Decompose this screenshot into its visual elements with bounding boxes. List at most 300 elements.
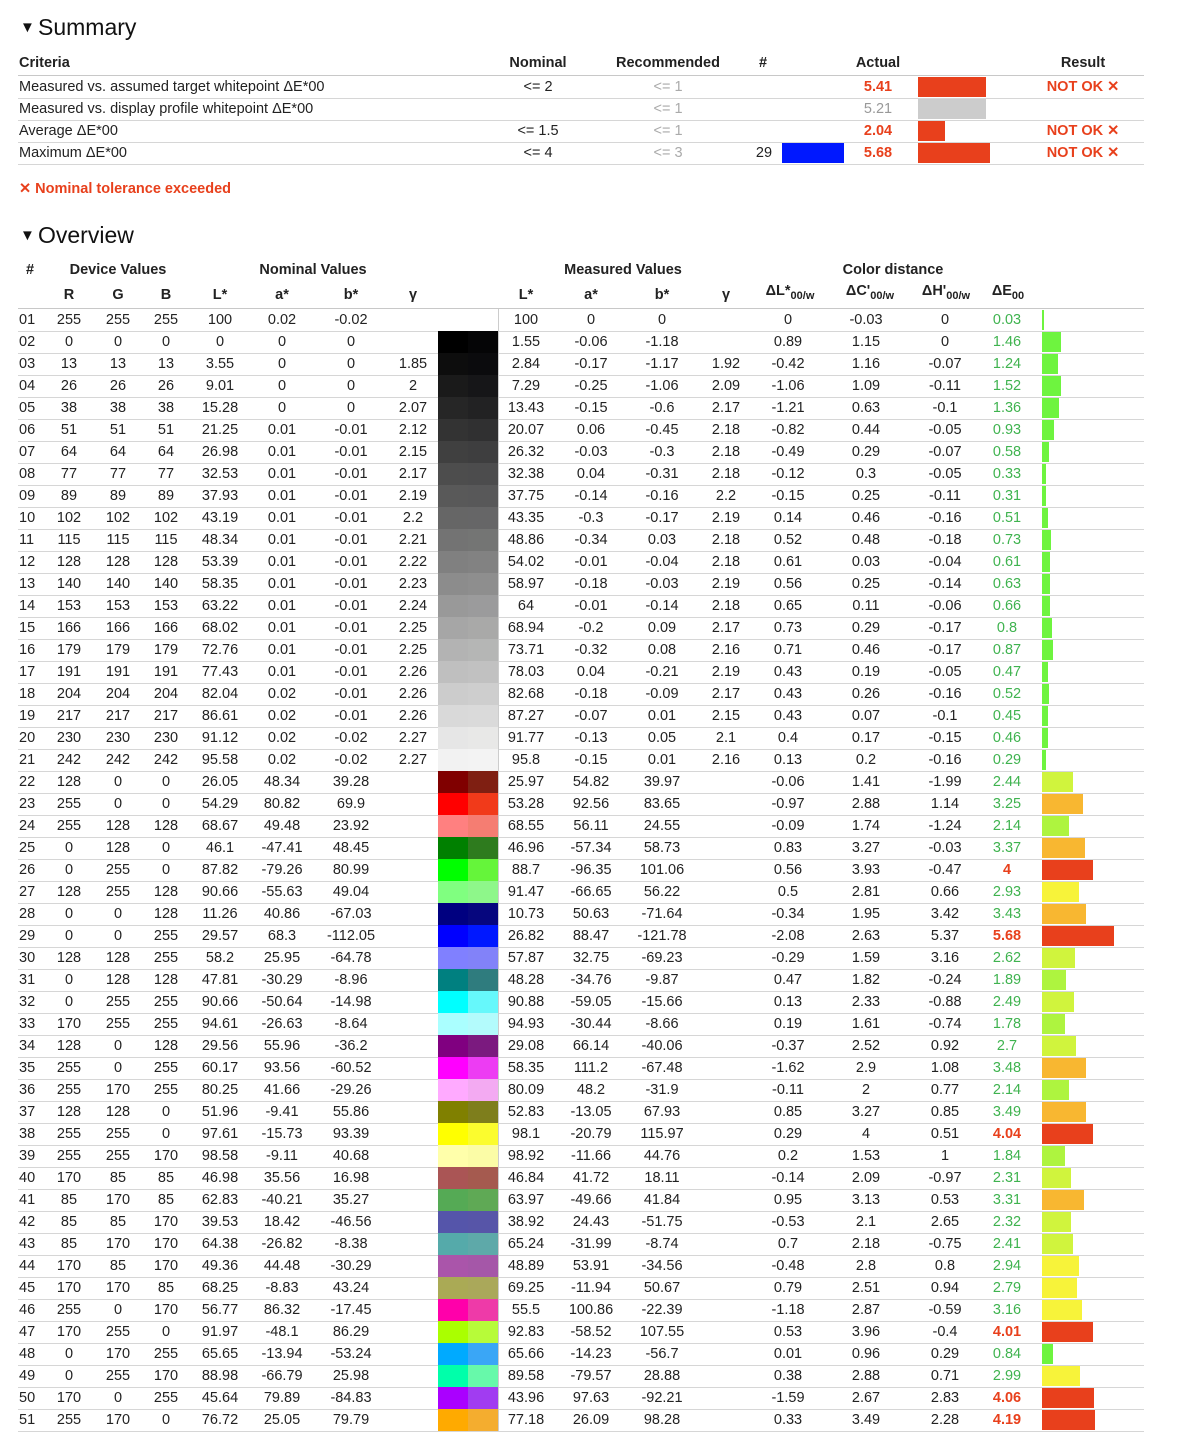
color-swatch	[438, 903, 498, 925]
patch-number: 26	[19, 862, 36, 878]
result-value: NOT OK ✕	[1046, 145, 1120, 161]
nominal-swatch	[438, 1233, 468, 1255]
measured-swatch	[468, 925, 498, 947]
delta-l: -0.14	[771, 1170, 805, 1186]
patch-number: 41	[19, 1192, 36, 1208]
device-g: 170	[105, 1236, 131, 1252]
measured-a: -66.65	[570, 884, 612, 900]
device-b: 230	[153, 730, 179, 746]
measured-gamma: 2.19	[711, 510, 741, 526]
overview-title: Overview	[38, 222, 134, 248]
measured-swatch	[468, 573, 498, 595]
measured-b: -40.06	[641, 1038, 683, 1054]
delta-e-bar	[1042, 1256, 1079, 1276]
measured-swatch	[468, 903, 498, 925]
nominal-l: 46.1	[205, 840, 235, 856]
patch-number: 30	[19, 950, 36, 966]
delta-h: -0.03	[928, 840, 962, 856]
measured-gamma	[704, 859, 748, 881]
nominal-b: 0	[346, 378, 356, 394]
measured-l: 43.96	[507, 1390, 545, 1406]
measured-a: 53.91	[572, 1258, 610, 1274]
delta-l: 0.52	[773, 532, 803, 548]
nominal-swatch	[438, 353, 468, 375]
nominal-b: -0.01	[334, 708, 368, 724]
overview-row	[18, 903, 1144, 926]
swatch-divider	[498, 529, 499, 551]
delta-c-header: $\Delta C'_{00/w}$	[845, 283, 895, 302]
nominal-gamma	[393, 1035, 433, 1057]
recommended-value: <= 1	[653, 101, 683, 117]
nominal-a: 0.01	[267, 466, 297, 482]
nominal-b: -0.01	[334, 422, 368, 438]
delta-c: 2.09	[851, 1170, 881, 1186]
device-b: 170	[153, 1368, 179, 1384]
swatch-divider	[498, 727, 499, 749]
nominal-a: 0	[277, 356, 287, 372]
measured-b: -0.03	[645, 576, 679, 592]
overview-row	[18, 397, 1144, 420]
result-value: NOT OK ✕	[1046, 123, 1120, 139]
measured-l: 48.28	[507, 972, 545, 988]
delta-c: 1.59	[851, 950, 881, 966]
overview-row	[18, 1057, 1144, 1080]
delta-c: 1.41	[851, 774, 881, 790]
color-swatch	[438, 1101, 498, 1123]
measured-swatch	[468, 1255, 498, 1277]
delta-e-bar	[1042, 1344, 1053, 1364]
nominal-b: -67.03	[330, 906, 372, 922]
num-header: #	[758, 55, 768, 71]
delta-c: 1.53	[851, 1148, 881, 1164]
measured-swatch	[468, 1365, 498, 1387]
patch-number: 27	[19, 884, 36, 900]
delta-e-bar	[1042, 552, 1050, 572]
delta-e-bar	[1042, 1080, 1069, 1100]
delta-e: 4	[1002, 862, 1012, 878]
measured-b: 107.55	[639, 1324, 685, 1340]
measured-b: -121.78	[637, 928, 687, 944]
measured-a: 111.2	[573, 1060, 609, 1076]
summary-heading[interactable]	[20, 14, 136, 41]
delta-l: 0.14	[773, 510, 803, 526]
nominal-l: 58.2	[205, 950, 235, 966]
measured-gamma: 2.2	[715, 488, 737, 504]
measured-a: -0.15	[574, 752, 608, 768]
delta-e-bar	[1042, 926, 1114, 946]
measured-swatch	[468, 507, 498, 529]
swatch-divider	[498, 485, 499, 507]
measured-l: 46.96	[507, 840, 545, 856]
patch-number: 51	[19, 1412, 36, 1428]
measured-a: 26.09	[572, 1412, 610, 1428]
nominal-l: 76.72	[201, 1412, 239, 1428]
measured-swatch	[468, 1321, 498, 1343]
device-r: 170	[56, 1016, 82, 1032]
nominal-swatch	[438, 1189, 468, 1211]
delta-c: 2.63	[851, 928, 881, 944]
measured-gamma	[704, 1101, 748, 1123]
delta-h: 0.71	[930, 1368, 960, 1384]
nominal-a: 0	[277, 378, 287, 394]
nominal-a: 18.42	[263, 1214, 301, 1230]
measured-l: 53.28	[507, 796, 545, 812]
measured-a: -0.34	[574, 532, 608, 548]
measured-gamma: 2.18	[711, 598, 741, 614]
nominal-swatch	[438, 1211, 468, 1233]
color-swatch	[438, 617, 498, 639]
recommended-value: <= 1	[653, 123, 683, 139]
color-swatch	[438, 727, 498, 749]
patch-number: 33	[19, 1016, 36, 1032]
delta-e-bar	[1042, 684, 1049, 704]
nominal-b: 35.27	[332, 1192, 370, 1208]
measured-b: -34.56	[641, 1258, 683, 1274]
delta-e-bar	[1042, 662, 1048, 682]
delta-c: 1.09	[851, 378, 881, 394]
delta-h: 0.94	[930, 1280, 960, 1296]
measured-swatch	[468, 397, 498, 419]
color-swatch	[438, 1167, 498, 1189]
patch-number: 16	[19, 642, 36, 658]
swatch-divider	[498, 859, 499, 881]
delta-h: -0.17	[928, 642, 962, 658]
swatch-divider	[498, 1255, 499, 1277]
device-g: 115	[106, 532, 130, 548]
measured-l: 43.35	[507, 510, 545, 526]
nominal-gamma	[393, 1343, 433, 1365]
delta-l: -0.29	[771, 950, 805, 966]
swatch-divider	[498, 1211, 499, 1233]
measured-l: 80.09	[507, 1082, 545, 1098]
delta-e-bar	[1042, 618, 1052, 638]
delta-c: 1.15	[851, 334, 881, 350]
nominal-values-header: Nominal Values	[259, 262, 367, 278]
measured-l: 58.97	[507, 576, 545, 592]
patch-number: 42	[19, 1214, 36, 1230]
patch-number: 02	[19, 334, 36, 350]
collapse-triangle-icon[interactable]: ▼	[20, 19, 35, 36]
nominal-gamma: 2.24	[398, 598, 428, 614]
device-g: 0	[113, 796, 123, 812]
measured-l: 54.02	[507, 554, 545, 570]
measured-swatch	[468, 1233, 498, 1255]
nominal-swatch	[438, 639, 468, 661]
nominal-l: 88.98	[201, 1368, 239, 1384]
delta-h: -0.24	[928, 972, 962, 988]
delta-h: -0.16	[928, 510, 962, 526]
summary-row	[18, 120, 1144, 143]
device-g: 85	[109, 1258, 127, 1274]
delta-c: 2.81	[851, 884, 881, 900]
device-r: 0	[64, 334, 74, 350]
device-b: 64	[157, 444, 175, 460]
nominal-a: 80.82	[263, 796, 301, 812]
swatch-divider	[498, 331, 499, 353]
color-swatch	[438, 1277, 498, 1299]
nominal-gamma: 2.27	[398, 730, 428, 746]
device-b: 153	[153, 598, 179, 614]
summary-title: Summary	[38, 14, 137, 40]
swatch-divider	[498, 309, 499, 331]
patch-number: 37	[19, 1104, 36, 1120]
measured-swatch	[468, 1035, 498, 1057]
nominal-a: 0.01	[267, 620, 297, 636]
measured-gamma-header: γ	[721, 287, 731, 303]
measured-l: 87.27	[507, 708, 545, 724]
delta-e-bar	[1042, 750, 1046, 770]
measured-l: 77.18	[507, 1412, 545, 1428]
delta-l: 0.56	[773, 576, 803, 592]
measured-gamma: 2.17	[711, 400, 741, 416]
delta-c: 2.33	[851, 994, 881, 1010]
measured-b: 0.08	[647, 642, 677, 658]
measured-gamma: 2.17	[711, 620, 741, 636]
nominal-l: 39.53	[201, 1214, 239, 1230]
nominal-b: 16.98	[332, 1170, 370, 1186]
nominal-swatch	[438, 815, 468, 837]
overview-row	[18, 1277, 1144, 1300]
overview-heading[interactable]	[20, 222, 134, 249]
patch-number: 35	[19, 1060, 36, 1076]
measured-a: -31.99	[570, 1236, 612, 1252]
delta-e-bar	[1042, 354, 1058, 374]
nominal-l: 53.39	[201, 554, 239, 570]
measured-l: 32.38	[507, 466, 545, 482]
device-b: 255	[153, 1060, 179, 1076]
measured-a: 32.75	[572, 950, 610, 966]
nominal-b: -64.78	[330, 950, 372, 966]
delta-l: 0.43	[773, 686, 803, 702]
patch-number: 05	[19, 400, 36, 416]
measured-b: 18.11	[644, 1170, 680, 1186]
nominal-a: -40.21	[261, 1192, 303, 1208]
measured-b: -56.7	[645, 1346, 679, 1362]
nominal-swatch	[438, 1013, 468, 1035]
delta-c: 3.27	[851, 840, 881, 856]
nominal-l: 43.19	[201, 510, 239, 526]
measured-l: 2.84	[511, 356, 541, 372]
result-header: Result	[1060, 55, 1106, 71]
delta-h: 0.8	[934, 1258, 956, 1274]
num-value	[753, 120, 775, 142]
nominal-b: -0.01	[334, 686, 368, 702]
nominal-l: 45.64	[201, 1390, 239, 1406]
nominal-b: -8.64	[334, 1016, 368, 1032]
color-swatch	[438, 353, 498, 375]
delta-h: -1.99	[928, 774, 962, 790]
delta-l: -1.59	[771, 1390, 805, 1406]
device-b: 170	[153, 1258, 179, 1274]
nominal-b: 23.92	[332, 818, 370, 834]
nominal-l: 72.76	[201, 642, 239, 658]
color-swatch	[438, 1387, 498, 1409]
device-g: 191	[105, 664, 131, 680]
delta-l: -1.06	[771, 378, 805, 394]
delta-l: 0.53	[773, 1324, 803, 1340]
delta-h: 5.37	[930, 928, 960, 944]
nominal-a: 41.66	[263, 1082, 301, 1098]
patch-number: 18	[19, 686, 36, 702]
delta-h: 3.42	[930, 906, 960, 922]
num-value	[753, 76, 775, 98]
num-col-header: #	[26, 262, 35, 278]
delta-h: -0.07	[928, 356, 962, 372]
color-swatch	[438, 749, 498, 771]
measured-swatch	[468, 1145, 498, 1167]
measured-swatch	[468, 991, 498, 1013]
device-b: 13	[157, 356, 175, 372]
swatch-divider	[498, 881, 499, 903]
device-r: 255	[56, 1412, 82, 1428]
nominal-a: 0.01	[267, 422, 297, 438]
device-g: 128	[105, 554, 131, 570]
measured-gamma	[704, 1189, 748, 1211]
delta-e-bar	[1042, 1124, 1093, 1144]
patch-number: 07	[19, 444, 36, 460]
measured-gamma	[704, 1321, 748, 1343]
device-g: 170	[105, 1192, 131, 1208]
delta-h: -0.05	[928, 466, 962, 482]
nominal-gamma: 2.15	[398, 444, 428, 460]
measured-b: -92.21	[641, 1390, 683, 1406]
delta-e: 2.79	[992, 1280, 1022, 1296]
delta-e: 3.31	[992, 1192, 1022, 1208]
measured-b: -0.45	[645, 422, 679, 438]
nominal-gamma	[393, 903, 433, 925]
measured-a: -11.66	[570, 1148, 612, 1164]
device-r: 255	[56, 1060, 82, 1076]
delta-e: 0.45	[992, 708, 1022, 724]
measured-l: 95.8	[511, 752, 541, 768]
nominal-l: 56.77	[201, 1302, 239, 1318]
swatch-divider	[498, 375, 499, 397]
nominal-l: 65.65	[201, 1346, 239, 1362]
overview-row	[18, 529, 1144, 552]
device-g: 255	[105, 994, 131, 1010]
nominal-b: 25.98	[332, 1368, 370, 1384]
device-b: 191	[153, 664, 179, 680]
measured-l: 65.24	[507, 1236, 545, 1252]
nominal-swatch	[438, 1079, 468, 1101]
measured-l: 25.97	[507, 774, 545, 790]
nominal-gamma	[393, 991, 433, 1013]
measured-b: 39.97	[643, 774, 681, 790]
nominal-l: 68.67	[201, 818, 239, 834]
nominal-b: 0	[346, 356, 356, 372]
actual-bar	[918, 77, 986, 97]
measured-a: -0.18	[574, 686, 608, 702]
device-b: 255	[153, 928, 179, 944]
delta-c: 1.74	[851, 818, 881, 834]
nominal-gamma	[393, 881, 433, 903]
measured-gamma: 2.16	[711, 752, 741, 768]
device-r: 166	[56, 620, 82, 636]
nominal-a: -66.79	[261, 1368, 303, 1384]
delta-h: 0.51	[930, 1126, 960, 1142]
delta-e: 4.19	[992, 1412, 1022, 1428]
overview-row	[18, 595, 1144, 618]
overview-row	[18, 1255, 1144, 1278]
delta-c: 0.17	[851, 730, 881, 746]
device-r: 255	[56, 1126, 82, 1142]
nominal-b: -0.01	[334, 620, 368, 636]
delta-e: 2.49	[992, 994, 1022, 1010]
nominal-a: 0.01	[267, 598, 297, 614]
measured-swatch	[468, 639, 498, 661]
delta-e-bar	[1042, 1410, 1095, 1430]
measured-a: -34.76	[570, 972, 612, 988]
measured-l: 55.5	[511, 1302, 541, 1318]
nominal-a: 0.01	[267, 554, 297, 570]
delta-e: 0.33	[992, 466, 1022, 482]
delta-h: -0.1	[932, 400, 958, 416]
measured-l: 91.47	[507, 884, 545, 900]
overview-row	[18, 1167, 1144, 1190]
device-r: 64	[60, 444, 78, 460]
device-r: 51	[60, 422, 78, 438]
measured-l: 90.88	[507, 994, 545, 1010]
measured-a: 48.2	[576, 1082, 606, 1098]
measured-l: 26.32	[507, 444, 545, 460]
measured-b: -71.64	[641, 906, 683, 922]
device-r: 170	[56, 1258, 82, 1274]
overview-row	[18, 507, 1144, 530]
nominal-l: 46.98	[201, 1170, 239, 1186]
delta-c: 0.25	[851, 576, 881, 592]
nominal-a: 49.48	[263, 818, 301, 834]
nominal-a: 48.34	[263, 774, 301, 790]
nominal-swatch	[438, 683, 468, 705]
measured-b: 67.93	[643, 1104, 681, 1120]
measured-b: -0.17	[645, 510, 679, 526]
delta-e-bar	[1042, 816, 1069, 836]
swatch-divider	[498, 771, 499, 793]
delta-h: -0.05	[928, 664, 962, 680]
delta-h: -0.16	[928, 752, 962, 768]
measured-gamma	[704, 1387, 748, 1409]
nominal-l: 100	[207, 312, 233, 328]
delta-e: 0.52	[992, 686, 1022, 702]
delta-e-bar	[1042, 1190, 1084, 1210]
patch-number: 29	[19, 928, 36, 944]
measured-gamma: 2.09	[711, 378, 741, 394]
measured-swatch	[468, 1189, 498, 1211]
swatch-divider	[498, 1365, 499, 1387]
nominal-a: 68.3	[267, 928, 297, 944]
measured-gamma	[704, 903, 748, 925]
collapse-triangle-icon[interactable]: ▼	[20, 227, 35, 244]
delta-e-bar	[1042, 706, 1048, 726]
measured-l: 7.29	[511, 378, 541, 394]
delta-h: -0.75	[928, 1236, 962, 1252]
measured-a: -0.32	[574, 642, 608, 658]
measured-b: -51.75	[641, 1214, 683, 1230]
nominal-gamma	[393, 1123, 433, 1145]
color-swatch	[438, 991, 498, 1013]
nominal-a: 0.01	[267, 488, 297, 504]
delta-c: 3.93	[851, 862, 881, 878]
device-g: 204	[105, 686, 131, 702]
delta-e-bar	[1042, 464, 1046, 484]
device-b: 128	[153, 906, 179, 922]
swatch-divider	[498, 683, 499, 705]
delta-c: 0.11	[852, 598, 880, 614]
measured-swatch	[468, 1299, 498, 1321]
color-swatch	[438, 397, 498, 419]
nominal-swatch	[438, 529, 468, 551]
delta-e: 2.14	[992, 1082, 1022, 1098]
